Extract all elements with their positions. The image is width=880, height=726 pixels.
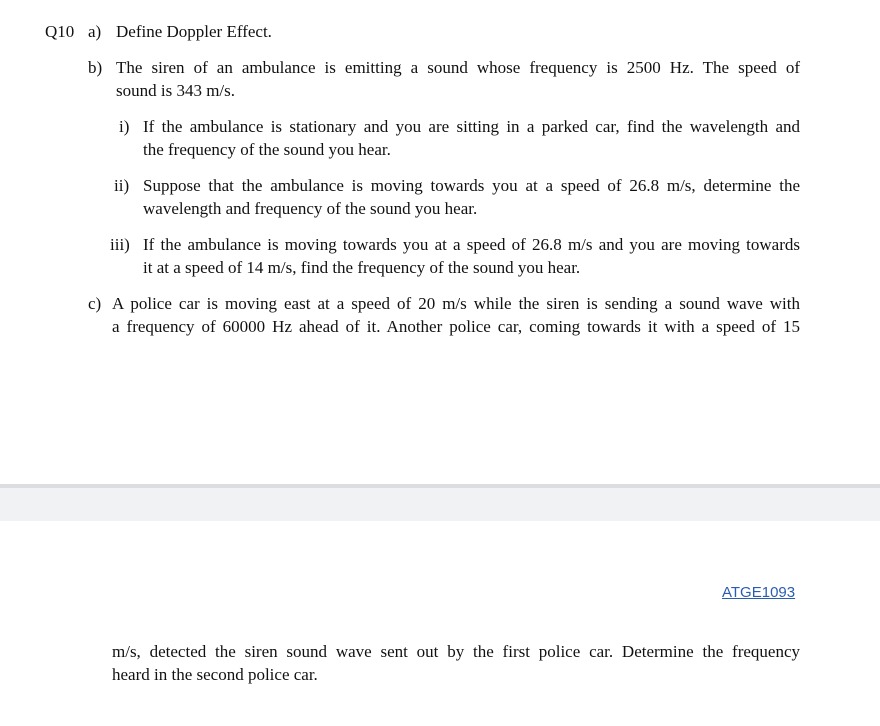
part-a-text: Define Doppler Effect. <box>116 22 272 41</box>
course-code-link[interactable]: ATGE1093 <box>722 584 796 601</box>
part-a-marker: a) <box>88 22 102 41</box>
subpart-ii-line-2: wavelength and frequency of the sound you hear. <box>143 199 478 218</box>
subpart-iii-line-1: If the ambulance is moving towards you at a speed of 26.8 m/s and you are moving towards <box>143 235 800 254</box>
part-b-line-2: sound is 343 m/s. <box>116 81 236 100</box>
subpart-i-marker: i) <box>119 117 130 136</box>
subpart-i-line-2: the frequency of the sound you hear. <box>143 140 391 159</box>
subpart-i-line-1: If the ambulance is stationary and you are sitting in a parked car, find the wavelength and <box>143 117 800 136</box>
part-b-line-1: The siren of an ambulance is emitting a sound whose frequency is 2500 Hz. The speed of <box>116 58 800 77</box>
page-two <box>0 521 880 726</box>
part-c-continuation-line-2: heard in the second police car. <box>112 665 318 684</box>
question-number: Q10 <box>45 22 75 41</box>
subpart-ii-line-1: Suppose that the ambulance is moving towards you at a speed of 26.8 m/s, determine the <box>143 176 800 195</box>
subpart-iii-marker: iii) <box>110 235 130 254</box>
subpart-iii-line-2: it at a speed of 14 m/s, find the frequency of the sound you hear. <box>143 258 581 277</box>
subpart-ii-marker: ii) <box>114 176 130 195</box>
part-c-line-2: a frequency of 60000 Hz ahead of it. Another police car, coming towards it with a speed of 15 <box>112 317 800 336</box>
page-separator <box>0 484 880 521</box>
part-c-marker: c) <box>88 294 102 313</box>
part-c-line-1: A police car is moving east at a speed of 20 m/s while the siren is sending a sound wave with <box>112 294 800 313</box>
part-b-marker: b) <box>88 58 103 77</box>
part-c-continuation-line-1: m/s, detected the siren sound wave sent out by the first police car. Determine the frequency <box>112 642 800 661</box>
